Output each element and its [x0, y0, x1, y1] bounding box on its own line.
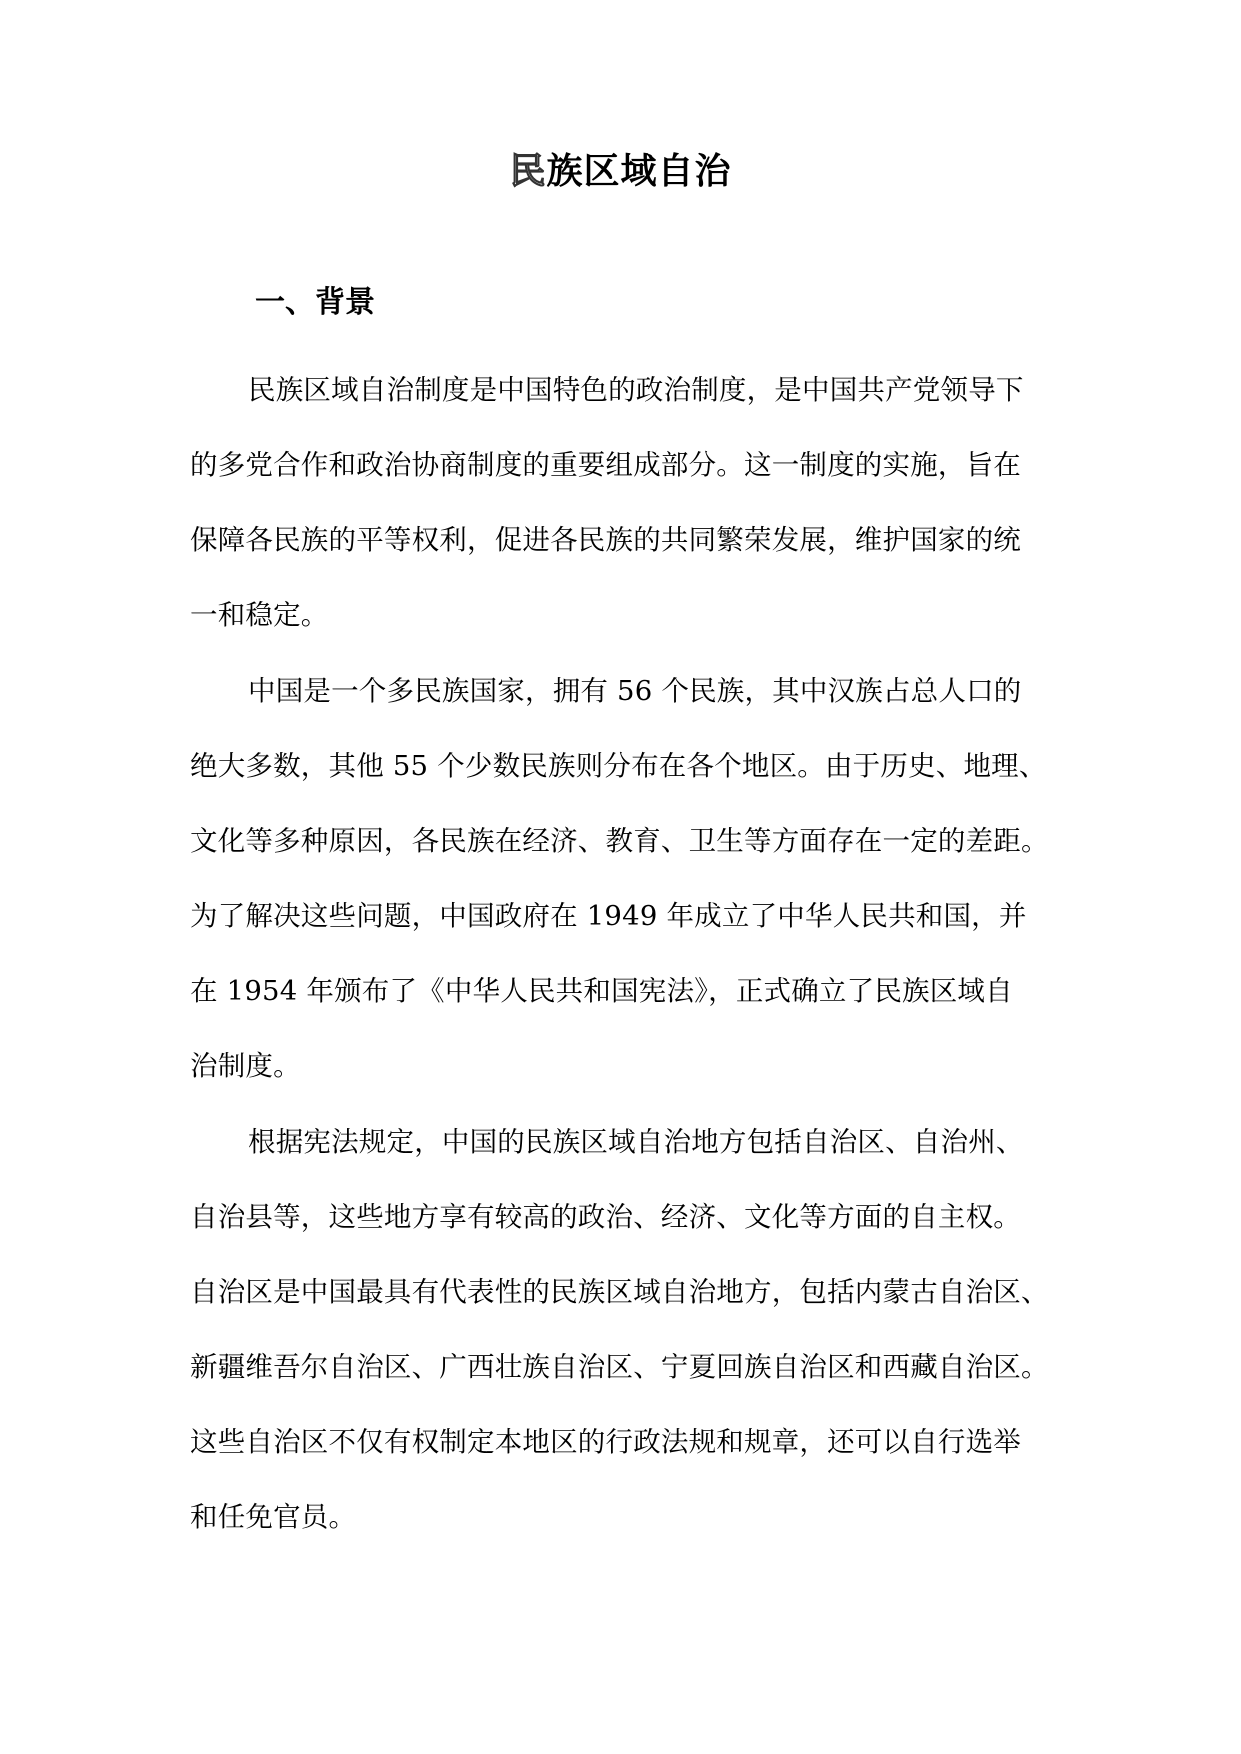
paragraph-line: 保障各民族的平等权利，促进各民族的共同繁荣发展，维护国家的统 [190, 524, 1021, 556]
paragraph-line: 为了解决这些问题，中国政府在 1949 年成立了中华人民共和国，并 [190, 900, 1027, 932]
paragraph-line: 一和稳定。 [190, 599, 329, 631]
paragraph-line: 绝大多数，其他 55 个少数民族则分布在各个地区。由于历史、地理、 [190, 750, 1047, 782]
paragraph-line: 文化等多种原因，各民族在经济、教育、卫生等方面存在一定的差距。 [190, 825, 1049, 857]
title-rest: 族区域自治 [546, 151, 732, 192]
paragraph-line: 的多党合作和政治协商制度的重要组成部分。这一制度的实施，旨在 [190, 449, 1021, 481]
paragraph-line: 治制度。 [190, 1050, 301, 1082]
section-heading: 一、背景 [255, 285, 375, 320]
title-first-char: 民 [509, 151, 547, 192]
paragraph-line: 民族区域自治制度是中国特色的政治制度，是中国共产党领导下 [248, 374, 1024, 406]
paragraph-line: 中国是一个多民族国家，拥有 56 个民族，其中汉族占总人口的 [248, 675, 1022, 707]
paragraph-line: 这些自治区不仅有权制定本地区的行政法规和规章，还可以自行选举 [190, 1426, 1021, 1458]
paragraph-1 [190, 353, 1060, 653]
document-title [0, 148, 1241, 196]
paragraph-line: 新疆维吾尔自治区、广西壮族自治区、宁夏回族自治区和西藏自治区。 [190, 1351, 1049, 1383]
paragraph-line: 根据宪法规定，中国的民族区域自治地方包括自治区、自治州、 [248, 1126, 1024, 1158]
paragraph-line: 在 1954 年颁布了《中华人民共和国宪法》，正式确立了民族区域自 [190, 975, 1013, 1007]
paragraph-line: 自治区是中国最具有代表性的民族区域自治地方，包括内蒙古自治区、 [190, 1276, 1049, 1308]
paragraph-line: 和任免官员。 [190, 1501, 357, 1533]
paragraph-2 [190, 654, 1060, 1104]
paragraph-line: 自治县等，这些地方享有较高的政治、经济、文化等方面的自主权。 [190, 1201, 1021, 1233]
paragraph-3 [190, 1105, 1060, 1555]
